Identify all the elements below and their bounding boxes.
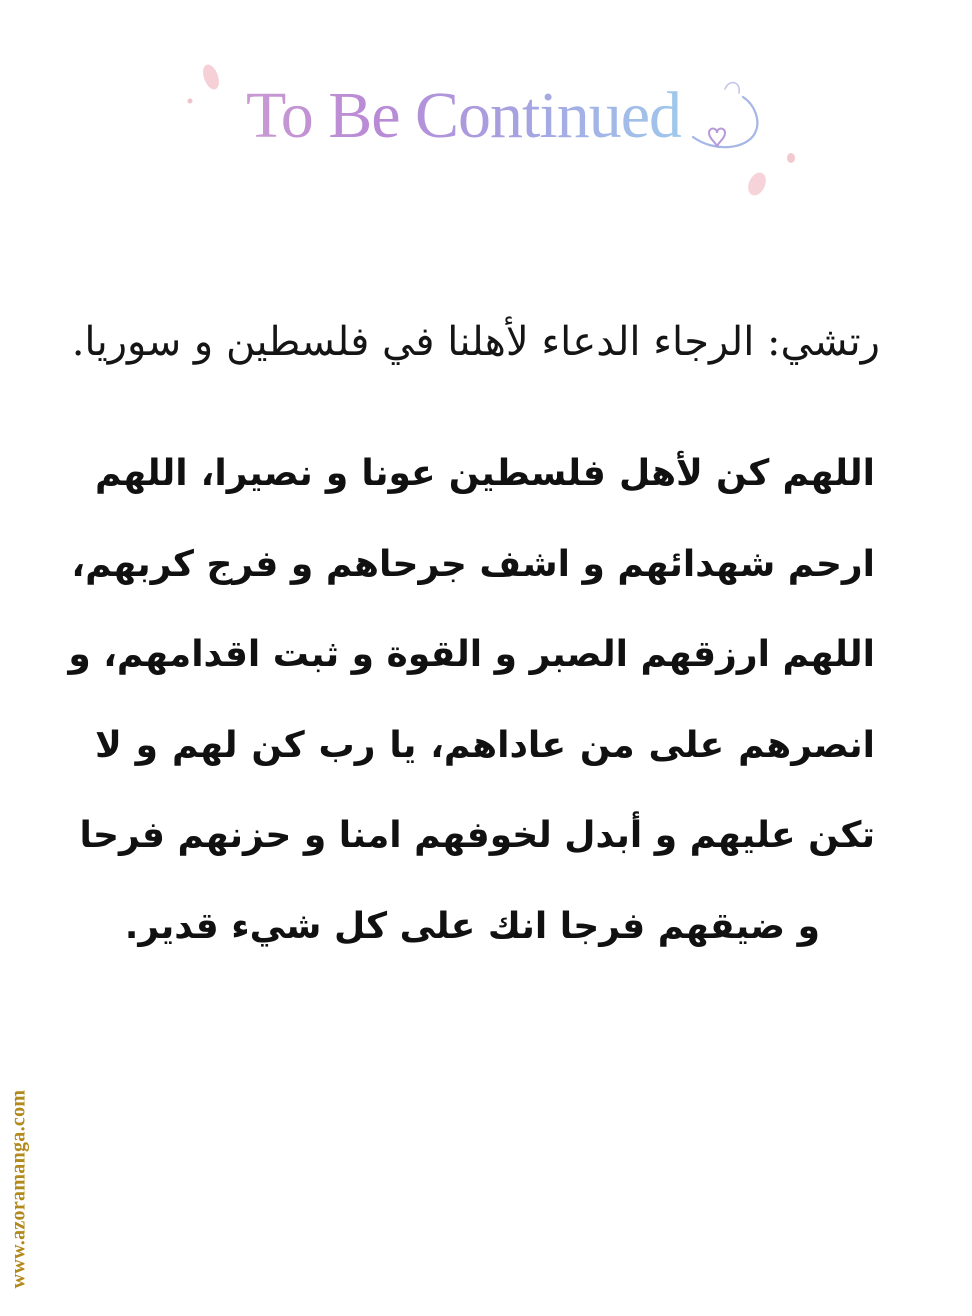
prayer-line: و ضيقهم فرجا انك على كل شيء قدير. — [124, 905, 820, 947]
to-be-continued-banner — [180, 55, 820, 205]
translator-note: رتشي: الرجاء الدعاء لأهلنا في فلسطين و سوريا. — [71, 319, 880, 365]
banner-title: To Be Continued — [246, 79, 682, 152]
prayer-paragraph — [68, 438, 875, 981]
prayer-line: اللهم ارزقهم الصبر و القوة و ثبت اقدامهم، و — [68, 634, 875, 675]
watermark — [4, 1066, 34, 1312]
petal-icon — [745, 169, 769, 199]
prayer-line: اللهم كن لأهل فلسطين عونا و نصيرا، اللهم — [95, 453, 875, 494]
prayer-line: ارحم شهدائهم و اشف جرحاهم و فرج كربهم، — [71, 543, 875, 585]
prayer-line: تكن عليهم و أبدل لخوفهم امنا و حزنهم فرحا — [79, 815, 875, 856]
watermark-text: www.azoramanga.com — [7, 1089, 30, 1289]
petal-icon — [198, 59, 224, 95]
prayer-line: انصرهم على من عاداهم، يا رب كن لهم و لا — [95, 724, 875, 766]
heart-swirl-icon — [685, 75, 765, 155]
petal-icon — [784, 151, 798, 165]
petal-dot-icon — [186, 97, 194, 105]
